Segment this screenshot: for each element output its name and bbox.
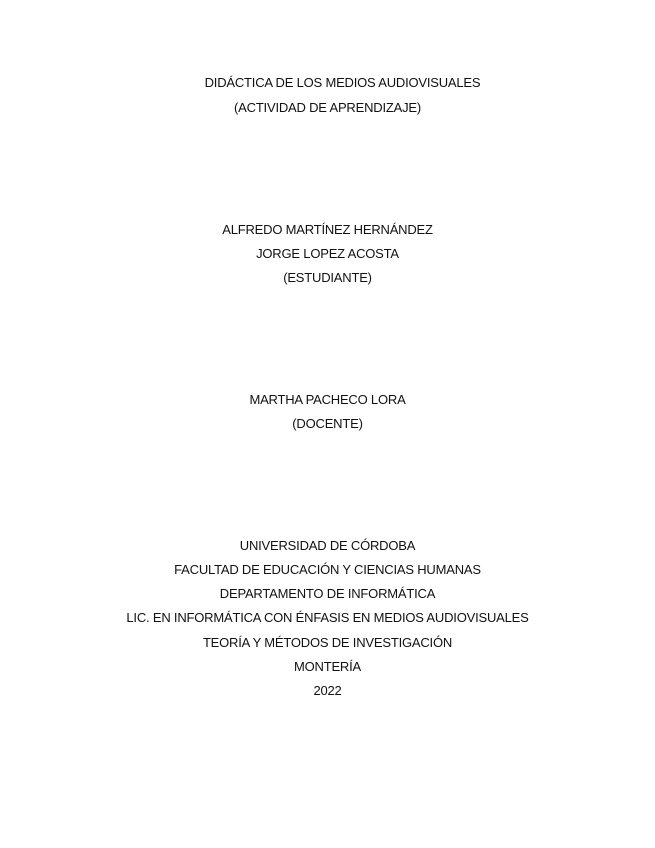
course-name: TEORÍA Y MÉTODOS DE INVESTIGACIÓN [202, 635, 453, 650]
document-subtitle: (ACTIVIDAD DE APRENDIZAJE) [234, 100, 421, 115]
program-name: LIC. EN INFORMÁTICA CON ÉNFASIS EN MEDIOS AUDIOVISUALES [126, 610, 529, 625]
teacher-role: (DOCENTE) [292, 416, 363, 431]
university-name: UNIVERSIDAD DE CÓRDOBA [239, 538, 416, 553]
year: 2022 [313, 683, 342, 698]
student-name-1: ALFREDO MARTÍNEZ HERNÁNDEZ [222, 222, 433, 237]
department-name: DEPARTAMENTO DE INFORMÁTICA [219, 586, 436, 601]
city-name: MONTERÍA [293, 659, 361, 674]
teacher-name: MARTHA PACHECO LORA [249, 392, 406, 407]
student-name-2: JORGE LOPEZ ACOSTA [256, 246, 399, 261]
faculty-name: FACULTAD DE EDUCACIÓN Y CIENCIAS HUMANAS [174, 562, 481, 577]
student-role: (ESTUDIANTE) [283, 270, 372, 285]
document-title: DIDÁCTICA DE LOS MEDIOS AUDIOVISUALES [204, 75, 481, 90]
